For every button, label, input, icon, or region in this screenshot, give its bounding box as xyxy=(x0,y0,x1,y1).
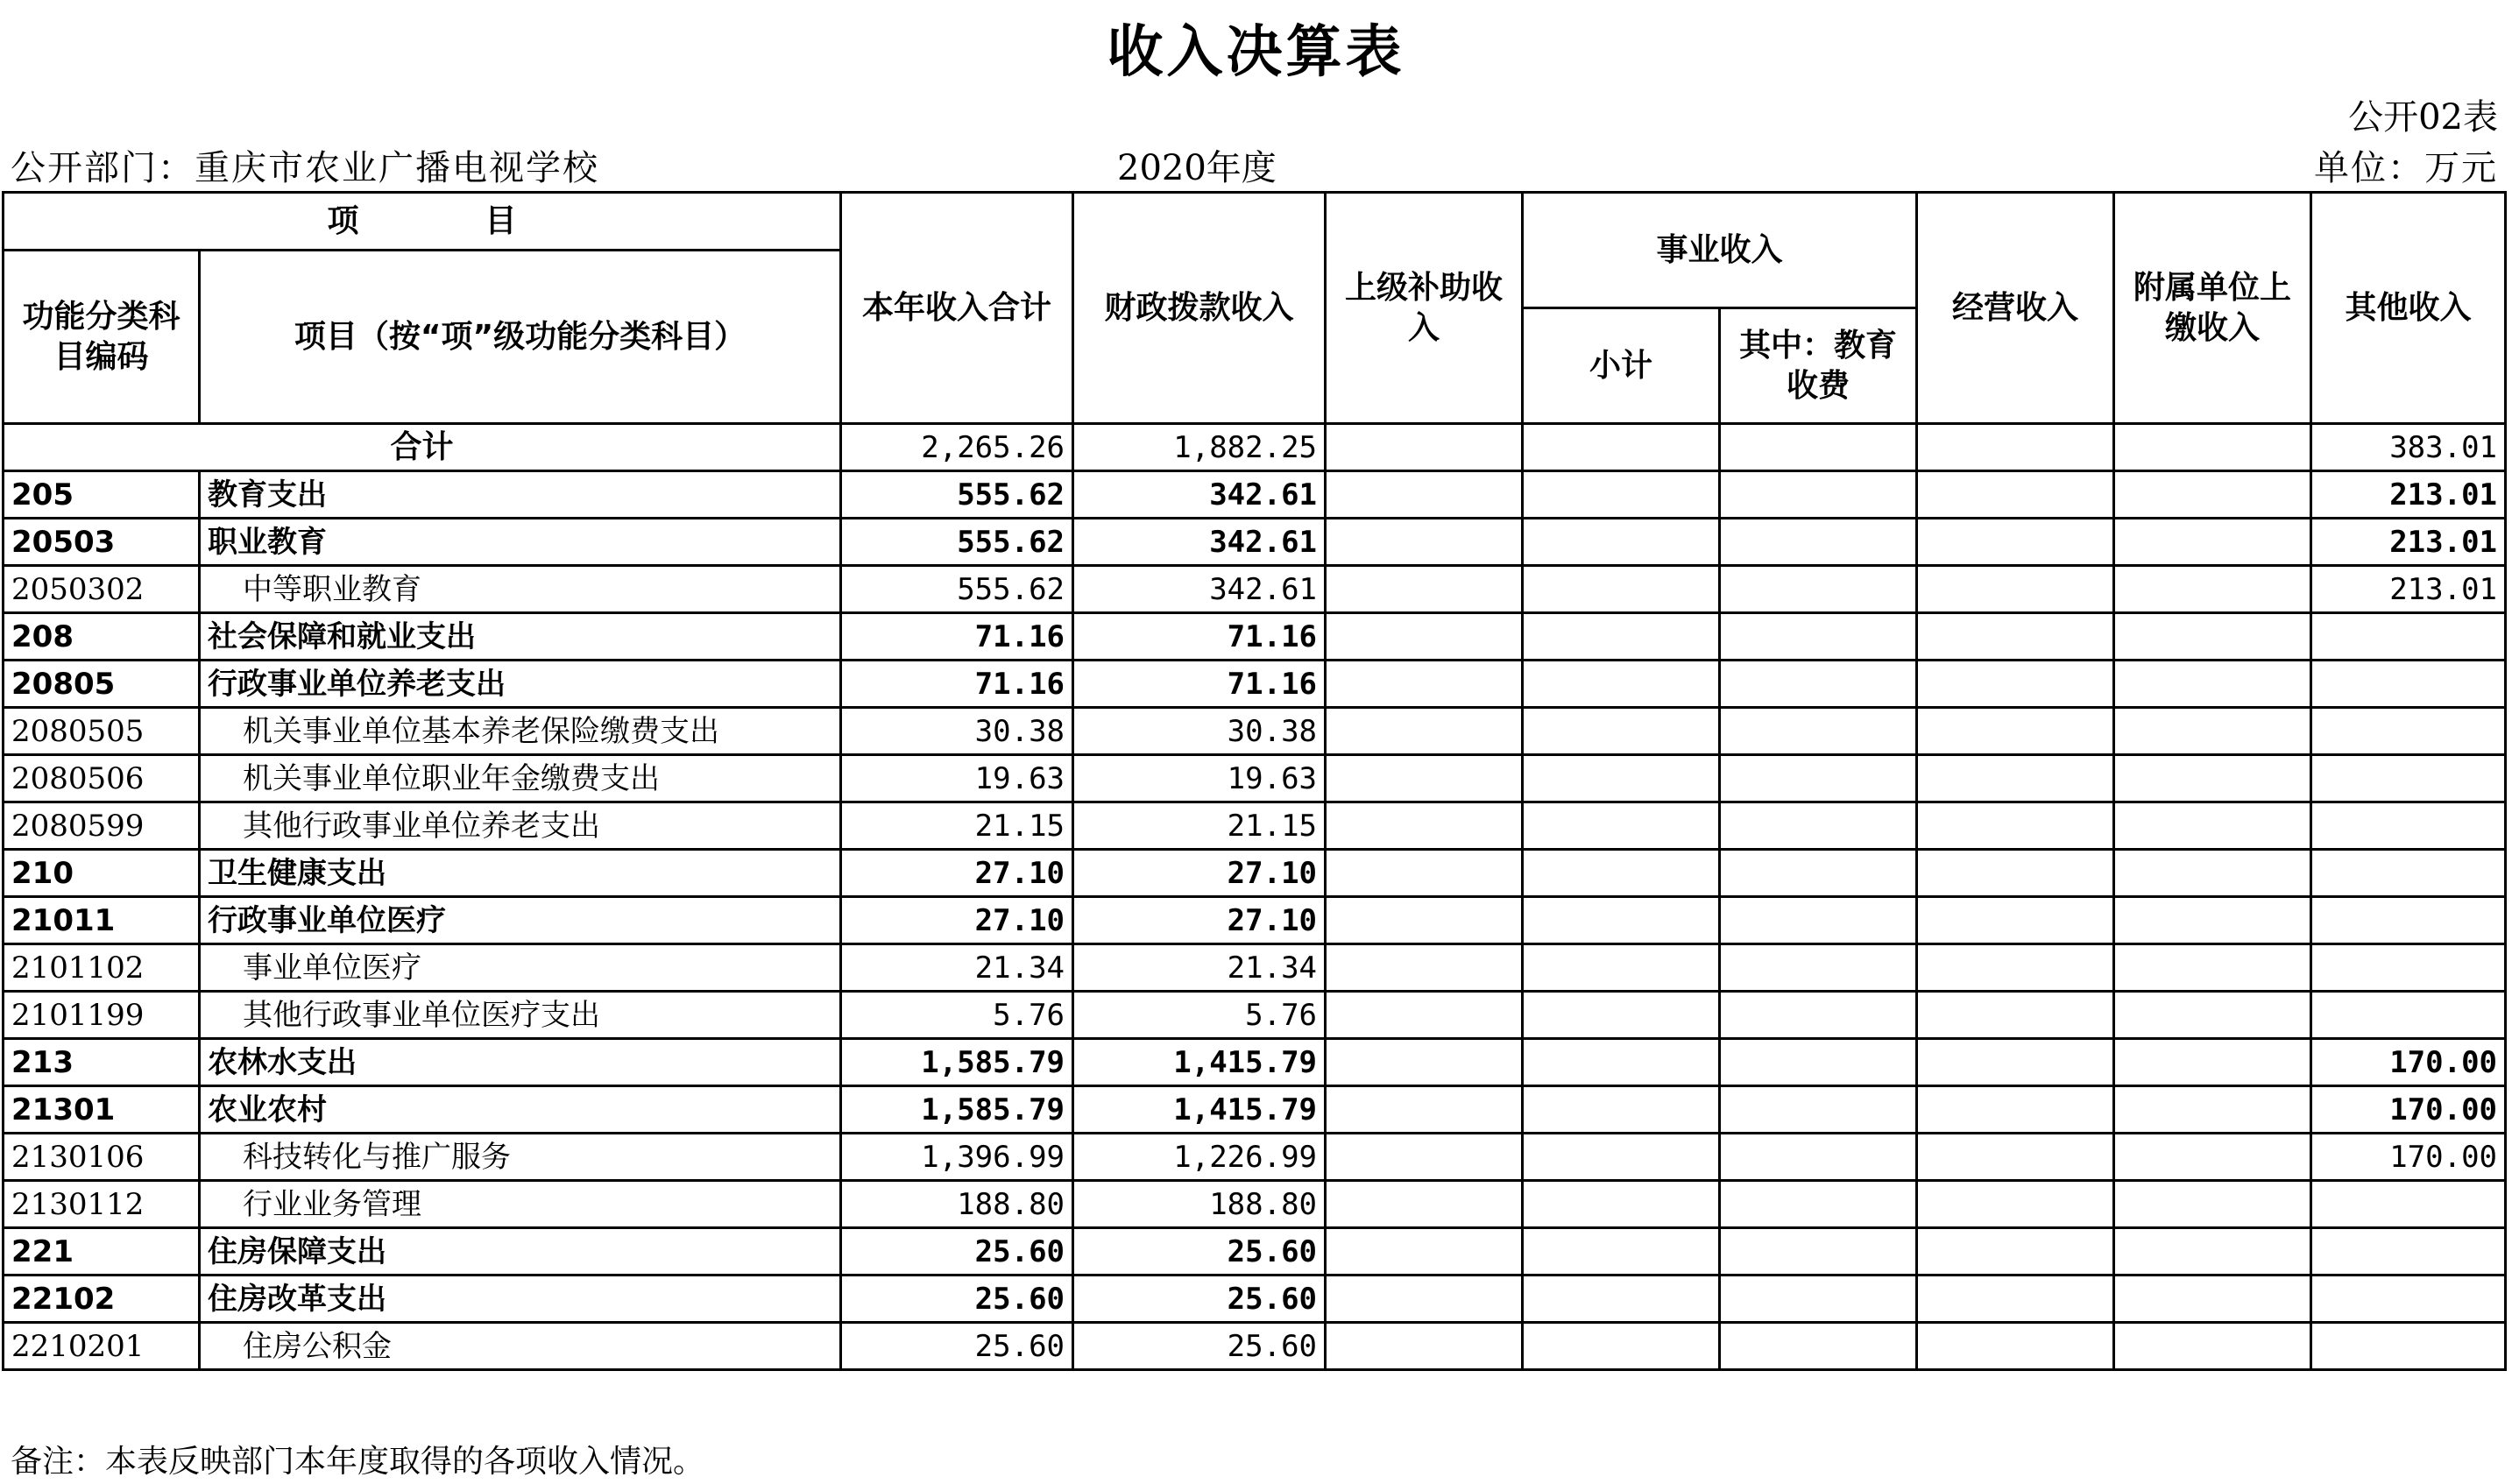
income-table xyxy=(2,191,2507,1371)
table-row xyxy=(4,944,2506,992)
row-value xyxy=(1326,708,1523,755)
row-code: 2101102 xyxy=(4,944,200,992)
table-row xyxy=(4,708,2506,755)
row-value xyxy=(1720,992,1917,1039)
row-value: 21.15 xyxy=(841,802,1073,850)
table-row xyxy=(4,1181,2506,1228)
row-value xyxy=(1326,1039,1523,1086)
row-value xyxy=(2114,992,2311,1039)
row-value: 71.16 xyxy=(1073,613,1326,661)
row-value xyxy=(1917,802,2114,850)
row-value: 71.16 xyxy=(841,661,1073,708)
table-row xyxy=(4,471,2506,519)
row-value: 21.34 xyxy=(841,944,1073,992)
row-value xyxy=(2114,471,2311,519)
row-value xyxy=(2311,708,2506,755)
row-value: 21.15 xyxy=(1073,802,1326,850)
row-value xyxy=(2114,1134,2311,1181)
row-value xyxy=(2311,944,2506,992)
row-value xyxy=(2114,1323,2311,1370)
row-value xyxy=(2114,1181,2311,1228)
row-value xyxy=(2114,708,2311,755)
row-value xyxy=(1326,613,1523,661)
row-value: 25.60 xyxy=(1073,1276,1326,1323)
row-value: 1,396.99 xyxy=(841,1134,1073,1181)
row-code: 210 xyxy=(4,850,200,897)
row-value xyxy=(1523,566,1720,613)
row-value: 27.10 xyxy=(841,850,1073,897)
row-value xyxy=(1523,519,1720,566)
row-value xyxy=(1917,850,2114,897)
row-value xyxy=(1917,1228,2114,1276)
header-total-income: 本年收入合计 xyxy=(841,193,1073,424)
row-value xyxy=(1720,1276,1917,1323)
row-value xyxy=(1523,1228,1720,1276)
row-value: 213.01 xyxy=(2311,566,2506,613)
table-row xyxy=(4,519,2506,566)
row-value xyxy=(1720,755,1917,802)
total-cell: 383.01 xyxy=(2311,424,2506,471)
row-value: 342.61 xyxy=(1073,519,1326,566)
row-value xyxy=(2114,944,2311,992)
row-value xyxy=(2114,566,2311,613)
row-value xyxy=(1720,944,1917,992)
table-row xyxy=(4,1276,2506,1323)
row-code: 2080505 xyxy=(4,708,200,755)
row-value xyxy=(1326,471,1523,519)
row-value xyxy=(1720,708,1917,755)
row-value: 25.60 xyxy=(841,1323,1073,1370)
row-value xyxy=(1917,755,2114,802)
row-value: 71.16 xyxy=(1073,661,1326,708)
row-name: 住房保障支出 xyxy=(200,1228,841,1276)
table-row xyxy=(4,661,2506,708)
row-value: 1,415.79 xyxy=(1073,1086,1326,1134)
row-code: 213 xyxy=(4,1039,200,1086)
row-value: 188.80 xyxy=(841,1181,1073,1228)
row-value xyxy=(1917,708,2114,755)
row-name: 行业业务管理 xyxy=(200,1181,841,1228)
row-value: 213.01 xyxy=(2311,519,2506,566)
row-value xyxy=(1523,1134,1720,1181)
row-value: 21.34 xyxy=(1073,944,1326,992)
row-value xyxy=(2311,661,2506,708)
row-value xyxy=(1917,1039,2114,1086)
row-value xyxy=(1326,944,1523,992)
row-value xyxy=(1720,471,1917,519)
page-title: 收入决算表 xyxy=(1107,20,1405,85)
table-row xyxy=(4,566,2506,613)
table-row xyxy=(4,897,2506,944)
table-row xyxy=(4,1039,2506,1086)
row-value: 1,585.79 xyxy=(841,1086,1073,1134)
total-label: 合计 xyxy=(4,424,841,471)
row-value xyxy=(1917,1086,2114,1134)
row-code: 2130112 xyxy=(4,1181,200,1228)
form-number: 公开02表 xyxy=(2348,97,2498,138)
row-value xyxy=(1720,566,1917,613)
header-business-income: 事业收入 xyxy=(1523,193,1917,308)
total-cell xyxy=(1523,424,1720,471)
row-value xyxy=(2311,1276,2506,1323)
row-code: 2130106 xyxy=(4,1134,200,1181)
row-name: 农业农村 xyxy=(200,1086,841,1134)
row-value: 71.16 xyxy=(841,613,1073,661)
row-code: 21011 xyxy=(4,897,200,944)
row-value: 25.60 xyxy=(1073,1323,1326,1370)
row-code: 2210201 xyxy=(4,1323,200,1370)
row-name: 其他行政事业单位养老支出 xyxy=(200,802,841,850)
row-value xyxy=(1326,1276,1523,1323)
row-value xyxy=(1917,661,2114,708)
table-row xyxy=(4,1323,2506,1370)
row-value xyxy=(1326,850,1523,897)
row-value xyxy=(1326,1086,1523,1134)
row-name: 行政事业单位养老支出 xyxy=(200,661,841,708)
row-code: 20805 xyxy=(4,661,200,708)
row-value xyxy=(1326,1181,1523,1228)
row-name: 职业教育 xyxy=(200,519,841,566)
row-value xyxy=(1326,1228,1523,1276)
row-value xyxy=(1720,1134,1917,1181)
row-value xyxy=(1917,992,2114,1039)
total-cell: 1,882.25 xyxy=(1073,424,1326,471)
row-value: 213.01 xyxy=(2311,471,2506,519)
row-code: 22102 xyxy=(4,1276,200,1323)
row-value: 19.63 xyxy=(841,755,1073,802)
row-value xyxy=(1326,661,1523,708)
row-value xyxy=(1326,755,1523,802)
row-value xyxy=(1523,802,1720,850)
header-affiliated-income: 附属单位上缴收入 xyxy=(2114,193,2311,424)
row-code: 2050302 xyxy=(4,566,200,613)
total-cell xyxy=(1917,424,2114,471)
row-value xyxy=(1917,566,2114,613)
row-name: 教育支出 xyxy=(200,471,841,519)
total-cell xyxy=(2114,424,2311,471)
unit-label: 单位：万元 xyxy=(2314,148,2498,188)
row-value xyxy=(2114,850,2311,897)
row-value xyxy=(2311,1228,2506,1276)
row-value xyxy=(2114,661,2311,708)
table-body xyxy=(4,424,2506,1370)
row-name: 其他行政事业单位医疗支出 xyxy=(200,992,841,1039)
row-value xyxy=(1917,1134,2114,1181)
row-value xyxy=(1326,1323,1523,1370)
row-value xyxy=(1720,613,1917,661)
row-value: 170.00 xyxy=(2311,1086,2506,1134)
row-value xyxy=(1523,471,1720,519)
row-value xyxy=(2114,1039,2311,1086)
row-value: 170.00 xyxy=(2311,1039,2506,1086)
header-project-group: 项 目 xyxy=(4,193,841,251)
total-cell xyxy=(1326,424,1523,471)
row-value xyxy=(2311,613,2506,661)
row-value xyxy=(1523,613,1720,661)
fiscal-year: 2020年度 xyxy=(1117,148,1277,188)
row-value xyxy=(1917,897,2114,944)
row-value xyxy=(2311,1323,2506,1370)
header-function-code: 功能分类科目编码 xyxy=(4,251,200,424)
row-name: 机关事业单位职业年金缴费支出 xyxy=(200,755,841,802)
row-value xyxy=(1917,1323,2114,1370)
row-code: 2101199 xyxy=(4,992,200,1039)
row-name: 农林水支出 xyxy=(200,1039,841,1086)
row-value xyxy=(1720,802,1917,850)
row-value xyxy=(1523,944,1720,992)
row-code: 2080506 xyxy=(4,755,200,802)
table-row xyxy=(4,1134,2506,1181)
row-value: 19.63 xyxy=(1073,755,1326,802)
row-value: 25.60 xyxy=(841,1228,1073,1276)
header-other-income: 其他收入 xyxy=(2311,193,2506,424)
table-row xyxy=(4,802,2506,850)
row-value xyxy=(2114,519,2311,566)
row-code: 2080599 xyxy=(4,802,200,850)
row-value xyxy=(1523,661,1720,708)
row-name: 住房公积金 xyxy=(200,1323,841,1370)
row-value xyxy=(1326,566,1523,613)
table-row xyxy=(4,850,2506,897)
row-value xyxy=(1523,897,1720,944)
row-value xyxy=(1523,992,1720,1039)
table-row xyxy=(4,1086,2506,1134)
row-value xyxy=(2114,613,2311,661)
row-value: 1,585.79 xyxy=(841,1039,1073,1086)
row-value: 25.60 xyxy=(1073,1228,1326,1276)
row-value xyxy=(2311,755,2506,802)
row-value xyxy=(1523,850,1720,897)
row-value: 1,415.79 xyxy=(1073,1039,1326,1086)
row-code: 21301 xyxy=(4,1086,200,1134)
row-value: 27.10 xyxy=(841,897,1073,944)
row-value xyxy=(1720,850,1917,897)
footnote: 备注：本表反映部门本年度取得的各项收入情况。 xyxy=(11,1444,705,1480)
row-value: 555.62 xyxy=(841,519,1073,566)
header-operating-income: 经营收入 xyxy=(1917,193,2114,424)
row-value xyxy=(2114,802,2311,850)
row-value xyxy=(1720,661,1917,708)
row-value xyxy=(1917,944,2114,992)
row-value: 30.38 xyxy=(841,708,1073,755)
row-value xyxy=(1326,519,1523,566)
row-code: 208 xyxy=(4,613,200,661)
row-value: 170.00 xyxy=(2311,1134,2506,1181)
row-value xyxy=(2311,992,2506,1039)
row-value: 5.76 xyxy=(1073,992,1326,1039)
row-value: 27.10 xyxy=(1073,850,1326,897)
table-row xyxy=(4,992,2506,1039)
row-value xyxy=(1523,1323,1720,1370)
department-label: 公开部门：重庆市农业广播电视学校 xyxy=(11,148,599,188)
row-value: 555.62 xyxy=(841,471,1073,519)
row-value: 555.62 xyxy=(841,566,1073,613)
row-value xyxy=(1720,1228,1917,1276)
row-value: 30.38 xyxy=(1073,708,1326,755)
row-value xyxy=(1917,471,2114,519)
row-value xyxy=(1326,1134,1523,1181)
row-name: 科技转化与推广服务 xyxy=(200,1134,841,1181)
row-value xyxy=(1523,1181,1720,1228)
row-name: 行政事业单位医疗 xyxy=(200,897,841,944)
row-value xyxy=(1326,992,1523,1039)
row-value xyxy=(1917,1276,2114,1323)
row-value xyxy=(2114,1276,2311,1323)
row-value xyxy=(1917,1181,2114,1228)
row-value: 27.10 xyxy=(1073,897,1326,944)
row-value xyxy=(2114,1228,2311,1276)
header-education-fee: 其中：教育收费 xyxy=(1720,308,1917,424)
table-row xyxy=(4,613,2506,661)
row-value: 188.80 xyxy=(1073,1181,1326,1228)
row-name: 卫生健康支出 xyxy=(200,850,841,897)
total-cell: 2,265.26 xyxy=(841,424,1073,471)
row-value xyxy=(1523,708,1720,755)
total-row xyxy=(4,424,2506,471)
row-value xyxy=(2114,755,2311,802)
row-name: 事业单位医疗 xyxy=(200,944,841,992)
row-value xyxy=(1720,519,1917,566)
table-row xyxy=(4,1228,2506,1276)
row-value: 342.61 xyxy=(1073,566,1326,613)
row-code: 205 xyxy=(4,471,200,519)
row-value: 25.60 xyxy=(841,1276,1073,1323)
row-value xyxy=(1917,519,2114,566)
row-value xyxy=(1720,1181,1917,1228)
row-value xyxy=(1523,1039,1720,1086)
total-cell xyxy=(1720,424,1917,471)
row-value xyxy=(2114,897,2311,944)
header-fiscal-income: 财政拨款收入 xyxy=(1073,193,1326,424)
row-value xyxy=(2311,1181,2506,1228)
row-code: 20503 xyxy=(4,519,200,566)
row-value xyxy=(1720,1323,1917,1370)
row-value xyxy=(1720,1086,1917,1134)
row-name: 住房改革支出 xyxy=(200,1276,841,1323)
row-value xyxy=(2311,802,2506,850)
row-value xyxy=(2114,1086,2311,1134)
row-name: 中等职业教育 xyxy=(200,566,841,613)
row-value xyxy=(1720,897,1917,944)
row-value xyxy=(1326,897,1523,944)
header-superior-subsidy: 上级补助收入 xyxy=(1326,193,1523,424)
row-value: 5.76 xyxy=(841,992,1073,1039)
row-value xyxy=(1523,1276,1720,1323)
row-code: 221 xyxy=(4,1228,200,1276)
row-value xyxy=(1917,613,2114,661)
row-value: 342.61 xyxy=(1073,471,1326,519)
row-value xyxy=(1523,1086,1720,1134)
row-value xyxy=(1326,802,1523,850)
row-value xyxy=(1523,755,1720,802)
table-row xyxy=(4,755,2506,802)
row-value xyxy=(2311,897,2506,944)
row-value: 1,226.99 xyxy=(1073,1134,1326,1181)
header-business-subtotal: 小计 xyxy=(1523,308,1720,424)
header-project-name: 项目（按“项”级功能分类科目） xyxy=(200,251,841,424)
row-name: 社会保障和就业支出 xyxy=(200,613,841,661)
row-value xyxy=(1720,1039,1917,1086)
row-name: 机关事业单位基本养老保险缴费支出 xyxy=(200,708,841,755)
row-value xyxy=(2311,850,2506,897)
